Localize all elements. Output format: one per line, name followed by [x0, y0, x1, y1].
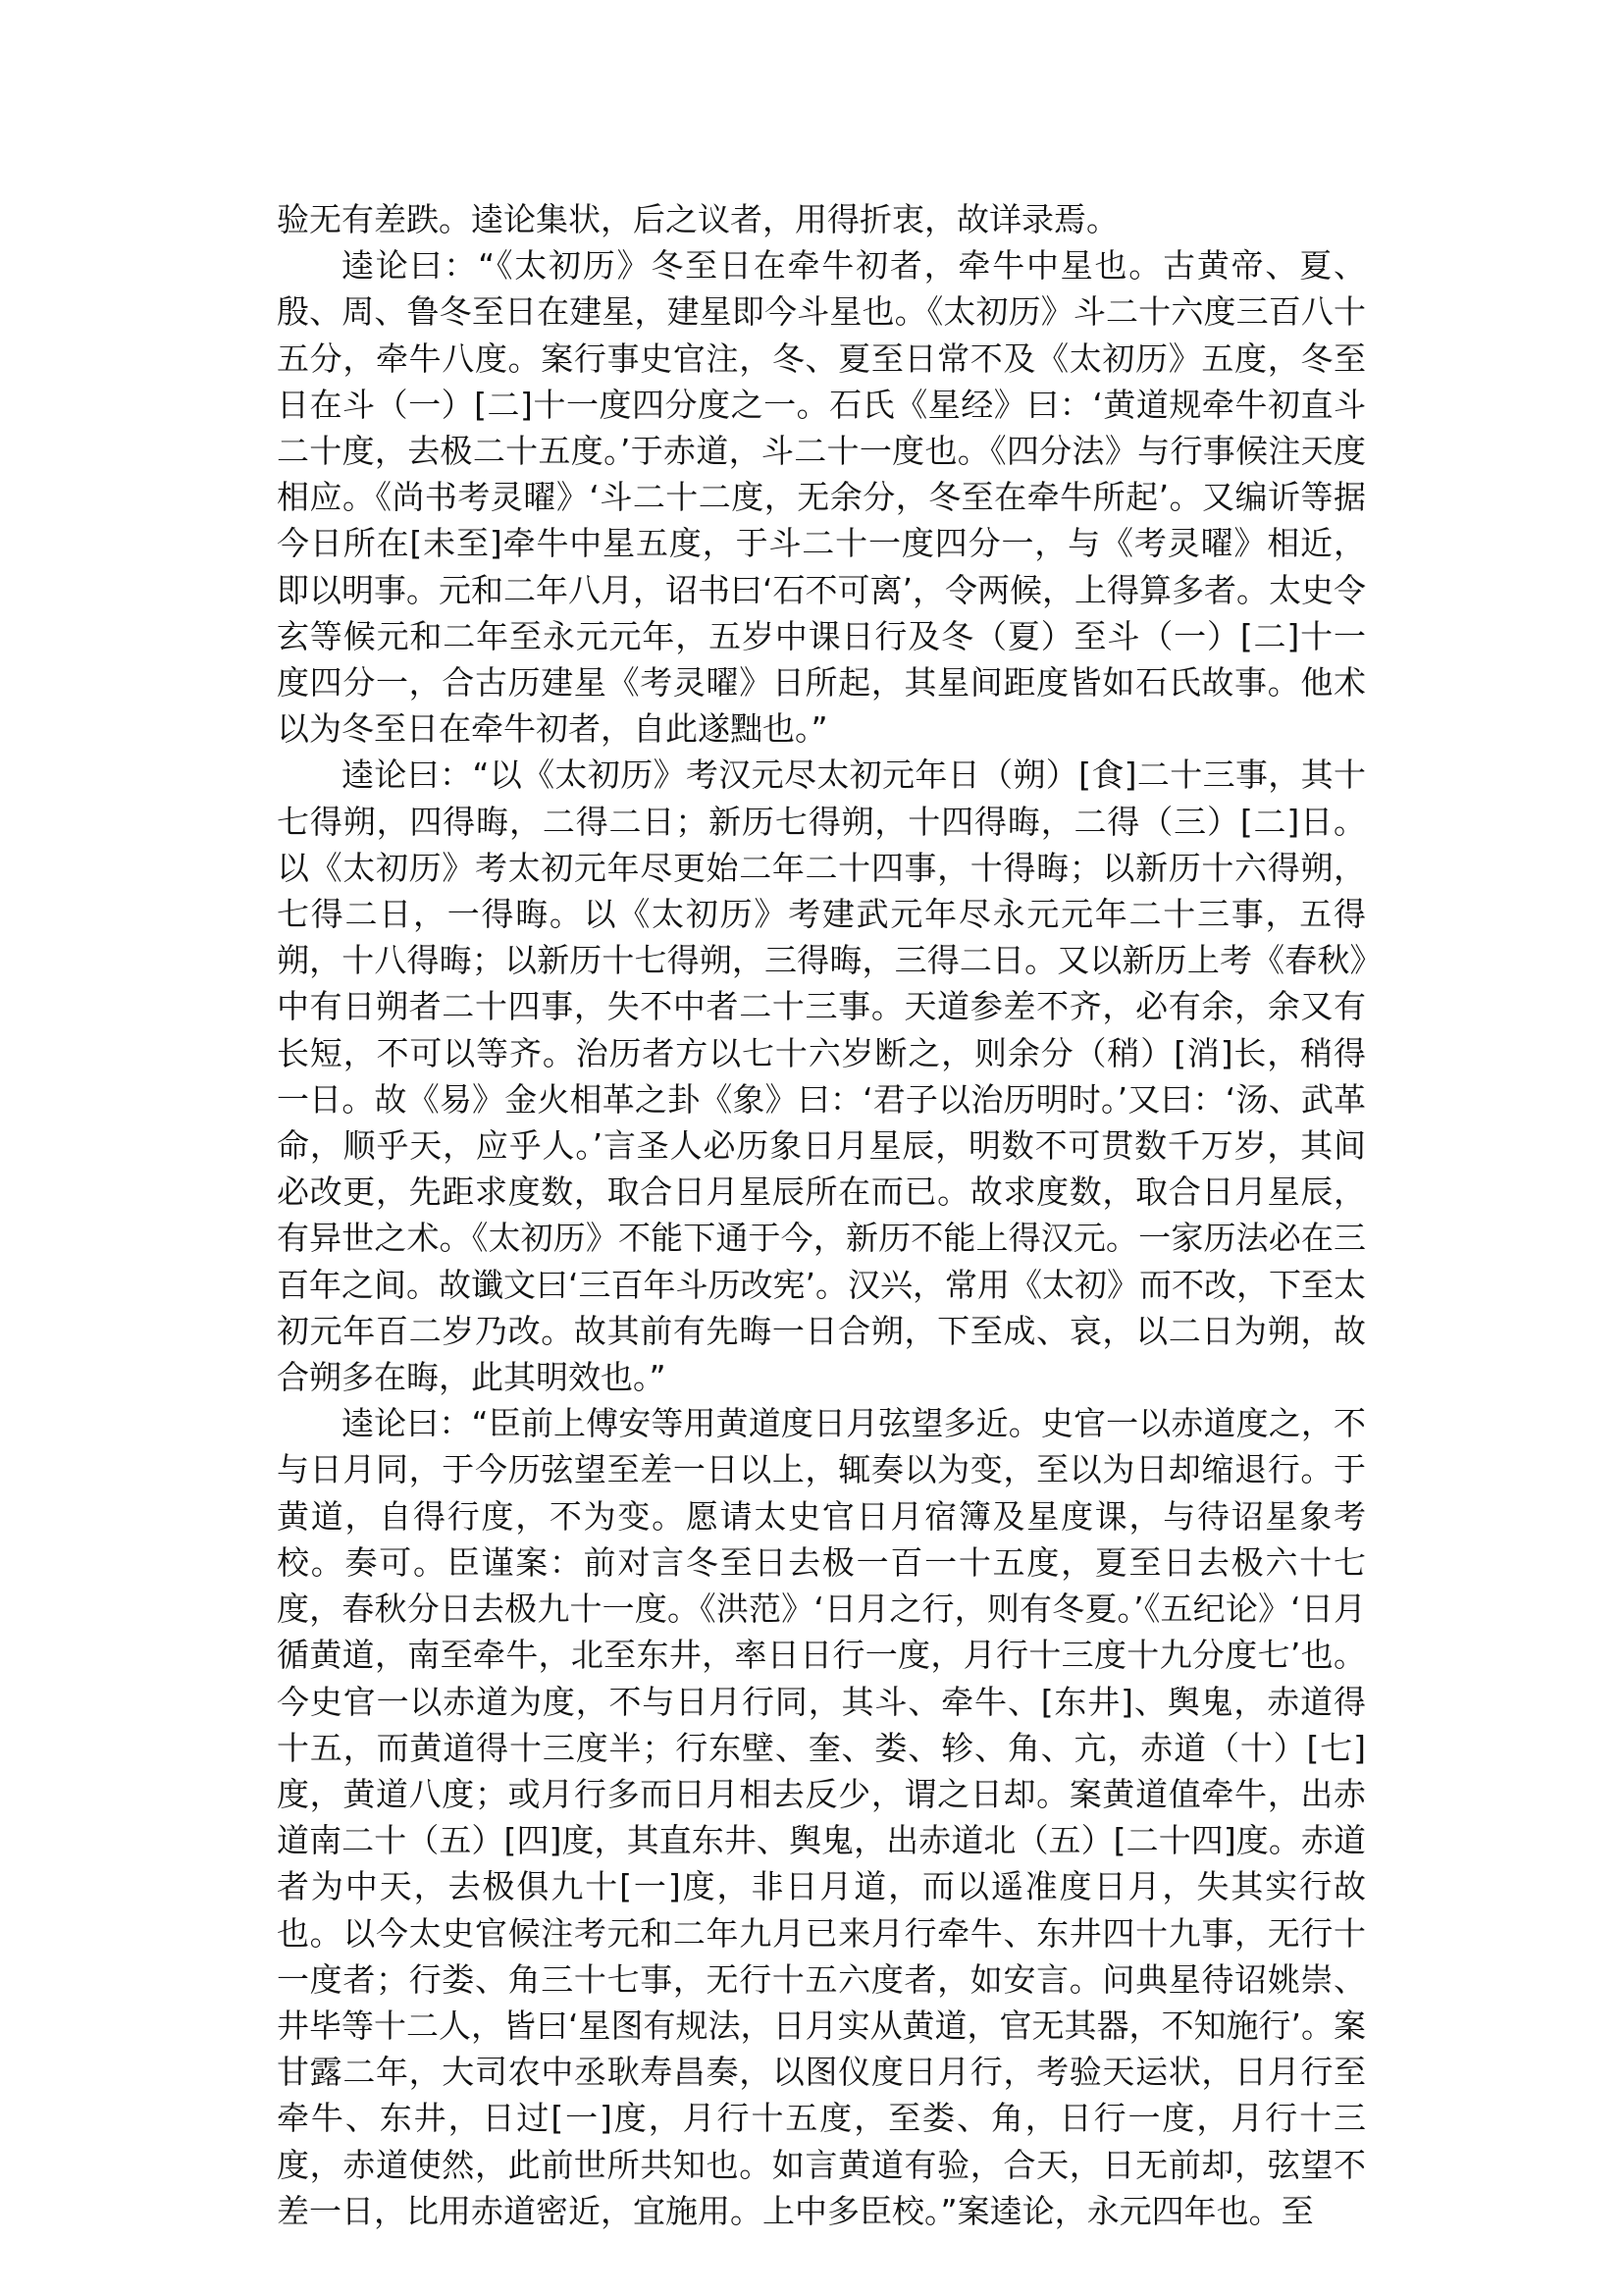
document-page	[277, 196, 1366, 2234]
paragraph-kui-lun-winter-solstice: 逵论曰：“《太初历》冬至日在牵牛初者，牵牛中星也。古黄帝、夏、殷、周、鲁冬至日在建星，建星即今斗星也。《太初历》斗二十六度三百八十五分，牵牛八度。案行事史官注，冬、夏至日常不及《太初历》五度，冬至日在斗（一）[二]十一度四分度之一。石氏《星经》曰：‘黄道规牵牛初直斗二十度，去极二十五度。’于赤道，斗二十一度也。《四分法》与行事候注天度相应。《尚书考灵曜》‘斗二十二度，无余分，冬至在牵牛所起’。又编䜣等据今日所在[未至]牵牛中星五度，于斗二十一度四分一，与《考灵曜》相近，即以明事。元和二年八月，诏书曰‘石不可离’，令两候，上得算多者。太史令玄等候元和二年至永元元年，五岁中课日行及冬（夏）至斗（一）[二]十一度四分一，合古历建星《考灵曜》日所起，其星间距度皆如石氏故事。他术以为冬至日在牵牛初者，自此遂黜也。”	[277, 246, 1366, 749]
paragraph-kui-lun-eclipse-records: 逵论曰：“以《太初历》考汉元尽太初元年日（朔）[食]二十三事，其十七得朔，四得晦，二得二日；新历七得朔，十四得晦，二得（三）[二]日。以《太初历》考太初元年尽更始二年二十四事，十得晦；以新历十六得朔，七得二日，一得晦。以《太初历》考建武元年尽永元元年二十三事，五得朔，十八得晦；以新历十七得朔，三得晦，三得二日。又以新历上考《春秋》中有日朔者二十四事，失不中者二十三事。天道参差不齐，必有余，余又有长短，不可以等齐。治历者方以七十六岁断之，则余分（稍）[消]长，稍得一日。故《易》金火相革之卦《象》曰：‘君子以治历明时。’又曰：‘汤、武革命，顺乎天，应乎人。’言圣人必历象日月星辰，明数不可贯数千万岁，其间必改更，先距求度数，取合日月星辰所在而已。故求度数，取合日月星辰，有异世之术。《太初历》不能下通于今，新历不能上得汉元。一家历法必在三百年之间。故谶文曰‘三百年斗历改宪’。汉兴，常用《太初》而不改，下至太初元年百二岁乃改。故其前有先晦一日合朔，下至成、哀，以二日为朔，故合朔多在晦，此其明效也。”	[277, 756, 1366, 1397]
paragraph-kui-lun-ecliptic-degrees: 逵论曰：“臣前上傅安等用黄道度日月弦望多近。史官一以赤道度之，不与日月同，于今历弦望至差一日以上，辄奏以为变，至以为日却缩退行。于黄道，自得行度，不为变。愿请太史官日月宿簿及星度课，与待诏星象考校。奏可。臣谨案：前对言冬至日去极一百一十五度，夏至日去极六十七度，春秋分日去极九十一度。《洪范》‘日月之行，则有冬夏。’《五纪论》‘日月循黄道，南至牵牛，北至东井，率日日行一度，月行十三度十九分度七’也。今史官一以赤道为度，不与日月行同，其斗、牵牛、[东井]、舆鬼，赤道得十五，而黄道得十三度半；行东壁、奎、娄、轸、角、亢，赤道（十）[七]度，黄道八度；或月行多而日月相去反少，谓之日却。案黄道值牵牛，出赤道南二十（五）[四]度，其直东井、舆鬼，出赤道北（五）[二十四]度。赤道者为中天，去极俱九十[一]度，非日月道，而以遥准度日月，失其实行故也。以今太史官候注考元和二年九月已来月行牵牛、东井四十九事，无行十一度者；行娄、角三十七事，无行十五六度者，如安言。问典星待诏姚崇、井毕等十二人，皆曰‘星图有规法，日月实从黄道，官无其器，不知施行’。案甘露二年，大司农中丞耿寿昌奏，以图仪度日月行，考验天运状，日月行至牵牛、东井，日过[一]度，月行十五度，至娄、角，日行一度，月行十三度，赤道使然，此前世所共知也。如言黄道有验，合天，日无前却，弦望不差一日，比用赤道密近，宜施用。上中多臣校。”案逵论，永元四年也。至	[277, 1404, 1366, 2230]
paragraph-continuation: 验无有差跌。逵论集状，后之议者，用得折衷，故详录焉。	[277, 200, 1119, 238]
